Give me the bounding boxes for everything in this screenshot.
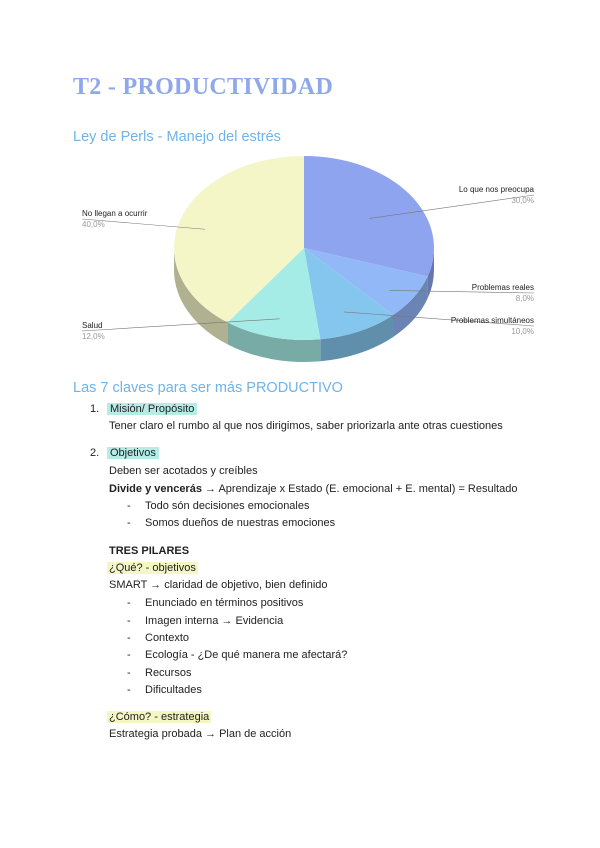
item-mision-label [107, 403, 197, 415]
pie-label: Problemas reales [471, 283, 534, 292]
pie-chart [60, 148, 540, 363]
divide-bold: Divide y vencerás [109, 483, 202, 495]
pie-value-label: 12,0% [82, 332, 105, 341]
mision-highlight: Misión/ Propósito [107, 403, 197, 415]
bullet-dash: - [127, 500, 131, 512]
pie-value-label: 8,0% [515, 294, 534, 303]
mision-description: Tener claro el rumbo al que nos dirigimos, saber priorizarla ante otras cuestiones [109, 420, 503, 432]
bullet-dash: - [127, 667, 131, 679]
como-highlight: ¿Cómo? - estrategia [109, 711, 210, 723]
bullet-dash: - [127, 517, 131, 529]
section-heading-claves: Las 7 claves para ser más PRODUCTIVO [73, 380, 343, 396]
objetivos-line-1: Deben ser acotados y creíbles [109, 465, 258, 477]
bullet-dash: - [127, 684, 131, 696]
smart-bullet: Dificultades [145, 684, 202, 696]
pie-value-label: 10,0% [511, 327, 534, 336]
objetivos-line-2 [109, 483, 517, 495]
pie-label: No llegan a ocurrir [82, 209, 148, 218]
pie-value-label: 40,0% [82, 220, 105, 229]
smart-bullet: Recursos [145, 667, 192, 679]
pie-value-label: 30,0% [511, 196, 534, 205]
section-heading-perls: Ley de Perls - Manejo del estrés [73, 129, 281, 145]
bullet-dash: - [127, 632, 131, 644]
list-number-1: 1. [90, 403, 100, 415]
divide-rest: → Aprendizaje x Estado (E. emocional + E. mental) = Resultado [201, 483, 518, 495]
bullet-item: Somos dueños de nuestras emociones [145, 517, 336, 529]
pie-label: Lo que nos preocupa [458, 185, 534, 194]
pie-label: Problemas simultáneos [450, 316, 534, 325]
como-estrategia-label [107, 711, 211, 723]
list-number-2: 2. [90, 447, 100, 459]
bullet-dash: - [127, 597, 131, 609]
item-objetivos-label [107, 447, 159, 459]
smart-bullet: Imagen interna → Evidencia [145, 615, 284, 627]
tres-pilares-heading: TRES PILARES [109, 545, 190, 557]
smart-bullet: Enunciado en términos positivos [145, 597, 304, 609]
page-title: T2 - PRODUCTIVIDAD [73, 74, 334, 100]
smart-line: SMART → claridad de objetivo, bien definido [109, 579, 328, 591]
bullet-dash: - [127, 615, 131, 627]
bullet-dash: - [127, 649, 131, 661]
bullet-item: Todo són decisiones emocionales [145, 500, 310, 512]
pie-label: Salud [82, 321, 103, 330]
que-highlight: ¿Qué? - objetivos [109, 562, 196, 574]
estrategia-line: Estrategia probada → Plan de acción [109, 728, 292, 740]
pie-slices [174, 156, 434, 362]
smart-bullet: Contexto [145, 632, 190, 644]
objetivos-highlight: Objetivos [107, 447, 159, 459]
smart-bullet: Ecología - ¿De qué manera me afectará? [145, 649, 348, 661]
que-objetivos-label [107, 562, 198, 574]
